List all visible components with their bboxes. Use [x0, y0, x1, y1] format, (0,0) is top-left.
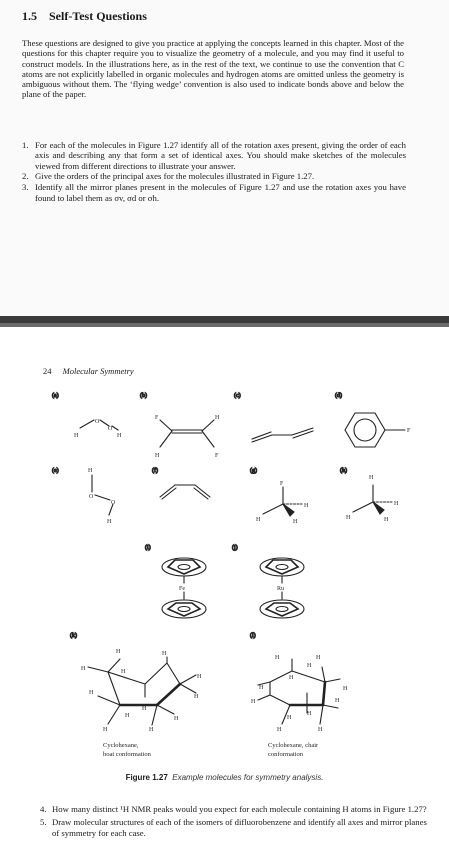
atom-f: F: [215, 453, 219, 459]
atom-h: H: [346, 515, 351, 521]
atom-h: H: [287, 715, 292, 721]
page-separator: [0, 316, 449, 327]
molecule-k: [81, 649, 202, 758]
panel-label-k: (k): [70, 633, 77, 639]
figure-molecules: [0, 327, 449, 797]
atom-h: H: [162, 651, 167, 657]
question-number: 4.: [40, 804, 47, 814]
atom-h: H: [256, 517, 261, 523]
question-number: 1.: [22, 140, 29, 150]
molecule-e: [88, 468, 116, 525]
panel-label-a: (a): [52, 393, 59, 399]
atom-fe: Fe: [179, 586, 185, 592]
question-number: 3.: [22, 182, 29, 193]
page-title: Molecular Symmetry: [62, 366, 134, 376]
panel-label-b: (b): [140, 393, 147, 399]
question-number: 5.: [40, 817, 47, 827]
question-item: [40, 817, 430, 839]
atom-h: H: [251, 699, 256, 705]
atom-h: H: [116, 649, 121, 655]
question-item: [40, 804, 430, 815]
panel-label-i: (i): [145, 545, 151, 551]
question-text: Draw molecular structures of each of the isomers of difluorobenzene and identify all axes and mirror planes of symmetry for each case.: [52, 817, 427, 838]
top-page: [0, 0, 449, 316]
question-item: [22, 182, 406, 203]
panel-label-c: (c): [234, 393, 241, 399]
atom-h: H: [125, 713, 130, 719]
question-list-continued: [40, 804, 430, 841]
atom-f: F: [407, 428, 411, 434]
atom-h: H: [343, 686, 348, 692]
section-heading: 1.5 Self-Test Questions: [22, 9, 147, 23]
molecule-l: [251, 655, 348, 758]
chair-caption-line2: conformation: [268, 751, 304, 758]
atom-h: H: [107, 519, 112, 525]
chair-caption-line1: Cyclohexane, chair: [268, 742, 319, 749]
atom-h: H: [318, 727, 323, 733]
panel-label-e: (e): [52, 468, 59, 474]
atom-h: H: [88, 468, 93, 474]
atom-o: O: [95, 419, 100, 425]
molecule-c: [252, 428, 313, 442]
figure-caption-text: Example molecules for symmetry analysis.: [172, 773, 324, 782]
atom-h: H: [275, 655, 280, 661]
molecule-a: [74, 419, 122, 439]
atom-o: O: [111, 500, 116, 506]
page-number: 24: [43, 366, 52, 376]
question-list: [22, 140, 406, 204]
atom-h: H: [307, 711, 312, 717]
question-text: How many distinct ¹H NMR peaks would you expect for each molecule containing H atoms in Figure 1.27?: [52, 804, 427, 814]
atom-h: H: [384, 517, 389, 523]
panel-label-j: (j): [232, 545, 238, 551]
atom-h: H: [369, 475, 374, 481]
boat-caption-line2: boat conformation: [103, 751, 151, 758]
atom-h: H: [117, 433, 122, 439]
figure-caption: [0, 773, 449, 782]
bottom-page: [0, 327, 449, 867]
panel-label-h: (h): [340, 468, 347, 474]
molecule-g: [256, 481, 309, 525]
figure-caption-label: Figure 1.27: [125, 773, 168, 782]
boat-caption-line1: Cyclohexane,: [103, 742, 139, 749]
atom-h: H: [81, 666, 86, 672]
panel-label-d: (d): [335, 393, 342, 399]
atom-h: H: [174, 716, 179, 722]
molecule-h: [346, 475, 399, 523]
atom-h: H: [215, 415, 220, 421]
molecule-d: [345, 413, 411, 447]
molecule-b: [155, 415, 220, 459]
question-text: For each of the molecules in Figure 1.27 identify all of the rotation axes present, giving the order of each axis and describing any that form a set of identical axes. You should make sketches of the molecules viewed from different directions to illustrate your answer.: [35, 140, 406, 171]
atom-o: O: [108, 426, 113, 432]
panel-label-g: (g): [250, 468, 257, 474]
atom-h: H: [316, 655, 321, 661]
atom-h: H: [121, 669, 126, 675]
atom-h: H: [394, 501, 399, 507]
intro-paragraph: These questions are designed to give you practice at applying the concepts learned in this chapter. Most of the questions for this chapter require you to visualize the geometry of a molecule, and you may find it useful to construct models. In the illustrations here, as in the rest of the text, we continue to use the convention that C atoms are not explicitly labelled in organic molecules and hydrogen atoms are omitted unless the geometry is ambiguous without them. The ‘flying wedge’ convention is also used to indicate bonds above and below the plane of the paper.: [22, 38, 404, 100]
atom-h: H: [149, 727, 154, 733]
atom-h: H: [289, 675, 294, 681]
molecule-j: [260, 558, 304, 618]
question-item: [22, 140, 406, 171]
atom-h: H: [89, 690, 94, 696]
atom-h: H: [194, 694, 199, 700]
atom-h: H: [304, 503, 309, 509]
atom-h: H: [277, 727, 282, 733]
question-text: Identify all the mirror planes present in the molecules of Figure 1.27 and use the rotation axes you have found to label them as σv, σd or σh.: [35, 182, 406, 203]
atom-f: F: [155, 415, 159, 421]
atom-h: H: [74, 433, 79, 439]
atom-h: H: [259, 685, 264, 691]
question-number: 2.: [22, 171, 29, 182]
question-text: Give the orders of the principal axes for the molecules illustrated in Figure 1.27.: [35, 171, 315, 182]
atom-h: H: [197, 674, 202, 680]
panel-label-f: (f): [152, 468, 158, 474]
molecule-f: [160, 485, 210, 499]
atom-h: H: [103, 727, 108, 733]
atom-o: O: [89, 494, 94, 500]
atom-h: H: [335, 698, 340, 704]
atom-h: H: [307, 663, 312, 669]
atom-f: F: [280, 481, 284, 487]
atom-h: H: [155, 453, 160, 459]
atom-h: H: [142, 706, 147, 712]
atom-ru: Ru: [277, 586, 285, 592]
panel-label-l: (l): [250, 633, 256, 639]
atom-h: H: [293, 519, 298, 525]
molecule-i: [162, 558, 206, 618]
question-item: [22, 171, 406, 181]
